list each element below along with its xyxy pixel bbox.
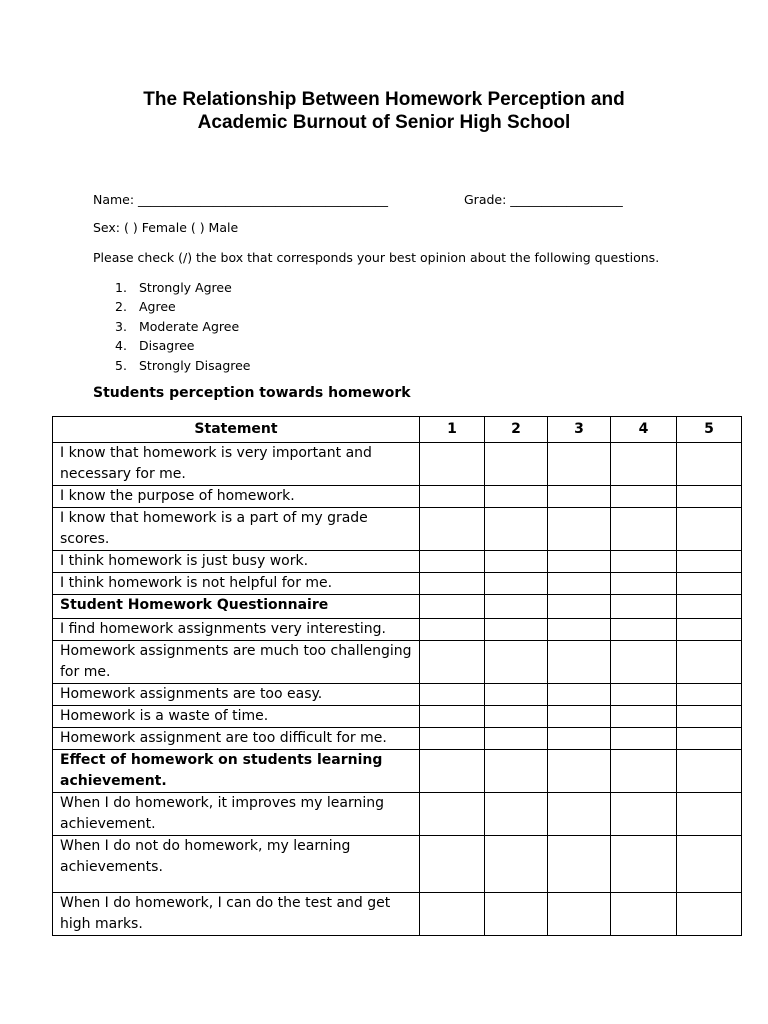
rating-checkbox-cell-2[interactable] [485,836,548,893]
statement-cell: I know the purpose of homework. [53,486,420,508]
sex-field[interactable]: Sex: ( ) Female ( ) Male [93,220,239,235]
rating-scale-list [115,278,251,375]
rating-checkbox-cell-3[interactable] [548,508,611,551]
rating-checkbox-cell-1[interactable] [420,750,485,793]
rating-checkbox-cell-2[interactable] [485,793,548,836]
table-row [53,684,742,706]
rating-checkbox-cell-5[interactable] [677,486,742,508]
table-row [53,486,742,508]
rating-checkbox-cell-2[interactable] [485,893,548,936]
rating-checkbox-cell-2[interactable] [485,443,548,486]
table-header-row [53,417,742,443]
rating-checkbox-cell-2[interactable] [485,641,548,684]
section-row [53,595,742,619]
scale-item: 5. Strongly Disagree [115,357,251,373]
rating-checkbox-cell-1[interactable] [420,893,485,936]
statement-cell: I think homework is not helpful for me. [53,573,420,595]
rating-checkbox-cell-4[interactable] [611,443,677,486]
statement-cell: I find homework assignments very interesting. [53,619,420,641]
rating-checkbox-cell-2[interactable] [485,684,548,706]
header-3: 3 [548,417,611,443]
rating-checkbox-cell-1[interactable] [420,684,485,706]
rating-checkbox-cell-3[interactable] [548,619,611,641]
rating-checkbox-cell-3[interactable] [548,486,611,508]
rating-checkbox-cell-1[interactable] [420,573,485,595]
rating-checkbox-cell-3[interactable] [548,443,611,486]
rating-checkbox-cell-3[interactable] [548,573,611,595]
rating-checkbox-cell-3[interactable] [548,836,611,893]
rating-checkbox-cell-4[interactable] [611,619,677,641]
rating-checkbox-cell-1[interactable] [420,551,485,573]
rating-checkbox-cell-3[interactable] [548,641,611,684]
rating-checkbox-cell-4[interactable] [611,836,677,893]
rating-checkbox-cell-5[interactable] [677,619,742,641]
rating-checkbox-cell-4[interactable] [611,684,677,706]
questionnaire-table [52,416,742,936]
table-row [53,836,742,893]
title-line-1: The Relationship Between Homework Perception and [143,89,625,110]
rating-checkbox-cell-1[interactable] [420,793,485,836]
rating-checkbox-cell-3[interactable] [548,793,611,836]
name-field[interactable]: Name: ________________________________________ [93,192,389,207]
rating-checkbox-cell-3[interactable] [548,893,611,936]
table-row [53,573,742,595]
rating-checkbox-cell-1[interactable] [420,706,485,728]
statement-cell: Homework is a waste of time. [53,706,420,728]
rating-checkbox-cell-2[interactable] [485,508,548,551]
grade-field[interactable]: Grade: __________________ [464,192,623,207]
scale-item: 4. Disagree [115,338,195,354]
rating-checkbox-cell-4[interactable] [611,573,677,595]
table-row [53,508,742,551]
header-statement: Statement [53,417,420,443]
instruction-text: Please check (/) the box that corresponds your best opinion about the following questions. [93,250,660,265]
table-row [53,728,742,750]
table-row [53,706,742,728]
header-5: 5 [677,417,742,443]
rating-checkbox-cell-5[interactable] [677,573,742,595]
scale-item: 1. Strongly Agree [115,280,232,295]
rating-checkbox-cell-4[interactable] [611,706,677,728]
rating-checkbox-cell-2[interactable] [485,573,548,595]
rating-checkbox-cell-3[interactable] [548,750,611,793]
rating-checkbox-cell-1[interactable] [420,728,485,750]
rating-checkbox-cell-4[interactable] [611,728,677,750]
rating-checkbox-cell-3[interactable] [548,595,611,619]
rating-checkbox-cell-5[interactable] [677,551,742,573]
rating-checkbox-cell-4[interactable] [611,551,677,573]
rating-checkbox-cell-2[interactable] [485,551,548,573]
rating-checkbox-cell-5[interactable] [677,595,742,619]
rating-checkbox-cell-4[interactable] [611,793,677,836]
rating-checkbox-cell-4[interactable] [611,893,677,936]
rating-checkbox-cell-2[interactable] [485,595,548,619]
document-title [0,88,768,134]
rating-checkbox-cell-3[interactable] [548,728,611,750]
rating-checkbox-cell-2[interactable] [485,728,548,750]
rating-checkbox-cell-4[interactable] [611,595,677,619]
table-row [53,641,742,684]
header-2: 2 [485,417,548,443]
rating-checkbox-cell-5[interactable] [677,641,742,684]
rating-checkbox-cell-5[interactable] [677,836,742,893]
title-line-2: Academic Burnout of Senior High School [197,112,571,133]
rating-checkbox-cell-1[interactable] [420,619,485,641]
section-heading: Students perception towards homework [93,385,411,401]
rating-checkbox-cell-4[interactable] [611,508,677,551]
rating-checkbox-cell-3[interactable] [548,551,611,573]
statement-cell: I know that homework is very important and necessary for me. [53,443,420,486]
scale-item: 2. Agree [115,299,176,315]
statement-cell: Homework assignments are too easy. [53,684,420,706]
statement-cell: Homework assignments are much too challenging for me. [53,641,420,684]
rating-checkbox-cell-2[interactable] [485,750,548,793]
statement-cell: Effect of homework on students learning achievement. [53,750,420,793]
rating-checkbox-cell-3[interactable] [548,684,611,706]
table-row [53,793,742,836]
table-row [53,619,742,641]
statement-cell: When I do not do homework, my learning achievements. [53,836,420,893]
rating-checkbox-cell-1[interactable] [420,508,485,551]
rating-checkbox-cell-2[interactable] [485,486,548,508]
table-row [53,551,742,573]
table-row [53,893,742,936]
rating-checkbox-cell-1[interactable] [420,486,485,508]
header-4: 4 [611,417,677,443]
rating-checkbox-cell-3[interactable] [548,706,611,728]
rating-checkbox-cell-1[interactable] [420,641,485,684]
rating-checkbox-cell-5[interactable] [677,508,742,551]
rating-checkbox-cell-5[interactable] [677,684,742,706]
rating-checkbox-cell-2[interactable] [485,619,548,641]
statement-cell: I know that homework is a part of my grade scores. [53,508,420,551]
rating-checkbox-cell-5[interactable] [677,893,742,936]
rating-checkbox-cell-5[interactable] [677,728,742,750]
table-row [53,443,742,486]
header-1: 1 [420,417,485,443]
rating-checkbox-cell-4[interactable] [611,641,677,684]
rating-checkbox-cell-4[interactable] [611,750,677,793]
rating-checkbox-cell-5[interactable] [677,443,742,486]
rating-checkbox-cell-2[interactable] [485,706,548,728]
rating-checkbox-cell-5[interactable] [677,750,742,793]
statement-cell: Homework assignment are too difficult for me. [53,728,420,750]
section-row [53,750,742,793]
statement-cell: Student Homework Questionnaire [53,595,420,619]
rating-checkbox-cell-1[interactable] [420,443,485,486]
scale-item: 3. Moderate Agree [115,318,240,334]
statement-cell: When I do homework, it improves my learning achievement. [53,793,420,836]
rating-checkbox-cell-1[interactable] [420,836,485,893]
rating-checkbox-cell-1[interactable] [420,595,485,619]
statement-cell: I think homework is just busy work. [53,551,420,573]
statement-cell: When I do homework, I can do the test and get high marks. [53,893,420,936]
rating-checkbox-cell-5[interactable] [677,706,742,728]
rating-checkbox-cell-4[interactable] [611,486,677,508]
rating-checkbox-cell-5[interactable] [677,793,742,836]
